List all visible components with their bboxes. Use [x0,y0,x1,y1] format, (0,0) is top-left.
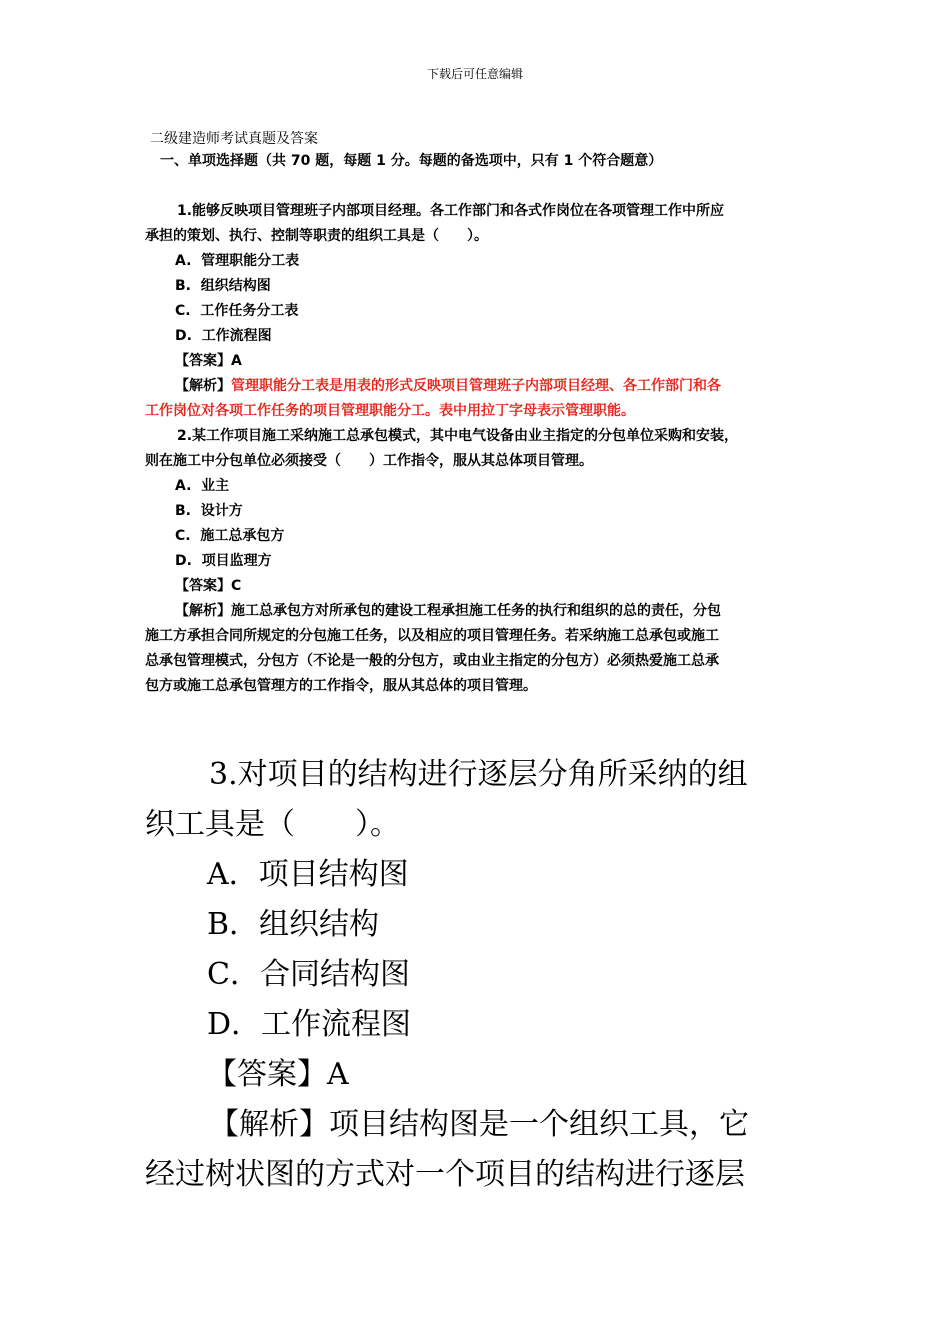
q3-explanation-line-1: 【解析】项目结构图是一个组织工具，它 [209,1107,749,1142]
q2-option-b: B. 设计方 [175,503,243,519]
q2-stem-line-2: 则在施工中分包单位必须接受（ ）工作指令，服从其总体项目管理。 [145,453,593,469]
q1-stem-line-1: 1.能够反映项目管理班子内部项目经理。各工作部门和各式作岗位在各项管理工作中所应 [177,203,725,219]
q3-option-a: A．项目结构图 [207,857,409,892]
q3-option-d: D．工作流程图 [207,1007,412,1042]
q2-explanation-line-3: 总承包管理模式，分包方（不论是一般的分包方，或由业主指定的分包方）必须热爱施工总承 [145,653,719,669]
q1-option-b: B. 组织结构图 [175,278,271,294]
q1-explanation-text-1: 管理职能分工表是用表的形式反映项目管理班子内部项目经理、各工作部门和各 [231,378,721,394]
question-1 [145,199,815,424]
q1-explanation-label: 【解析】 [175,378,231,394]
q1-explanation-line-2: 工作岗位对各项工作任务的项目管理职能分工。表中用拉丁字母表示管理职能。 [145,403,635,419]
q2-stem-line-1: 2.某工作项目施工采纳施工总承包模式，其中电气设备由业主指定的分包单位采购和安装， [177,428,739,444]
q1-explanation-line-1 [145,374,815,399]
q2-option-c: C. 施工总承包方 [175,528,285,544]
q1-option-a: A. 管理职能分工表 [175,253,300,269]
q2-option-a: A. 业主 [175,478,230,494]
section-title: 一、单项选择题（共 70 题，每题 1 分。每题的备选项中，只有 1 个符合题意） [160,153,663,169]
question-3 [145,750,825,1200]
q3-answer: 【答案】A [207,1057,349,1092]
page-header: 下载后可任意编辑 [426,67,523,81]
q1-option-d: D. 工作流程图 [175,328,272,344]
q2-explanation-line-2: 施工方承担合同所规定的分包施工任务，以及相应的项目管理任务。若采纳施工总承包或施工 [145,628,719,644]
q3-option-c: C．合同结构图 [207,957,410,992]
question-2 [145,424,815,699]
q2-explanation-line-1: 【解析】施工总承包方对所承包的建设工程承担施工任务的执行和组织的总的责任，分包 [175,603,721,619]
document-title: 二级建造师考试真题及答案 [150,131,318,147]
q3-option-b: B．组织结构 [207,907,380,942]
q2-option-d: D. 项目监理方 [175,553,272,569]
q2-explanation-line-4: 包方或施工总承包管理方的工作指令，服从其总体的项目管理。 [145,678,537,694]
q1-stem-line-2: 承担的策划、执行、控制等职责的组织工具是（ ）。 [145,228,488,244]
q2-answer: 【答案】C [175,578,242,594]
q3-explanation-line-2: 经过树状图的方式对一个项目的结构进行逐层 [145,1157,745,1192]
q3-stem-line-2: 织工具是（ ）。 [145,807,400,842]
q1-answer: 【答案】A [175,353,242,369]
q1-option-c: C. 工作任务分工表 [175,303,299,319]
q3-stem-line-1: 3.对项目的结构进行逐层分角所采纳的组 [209,757,748,792]
